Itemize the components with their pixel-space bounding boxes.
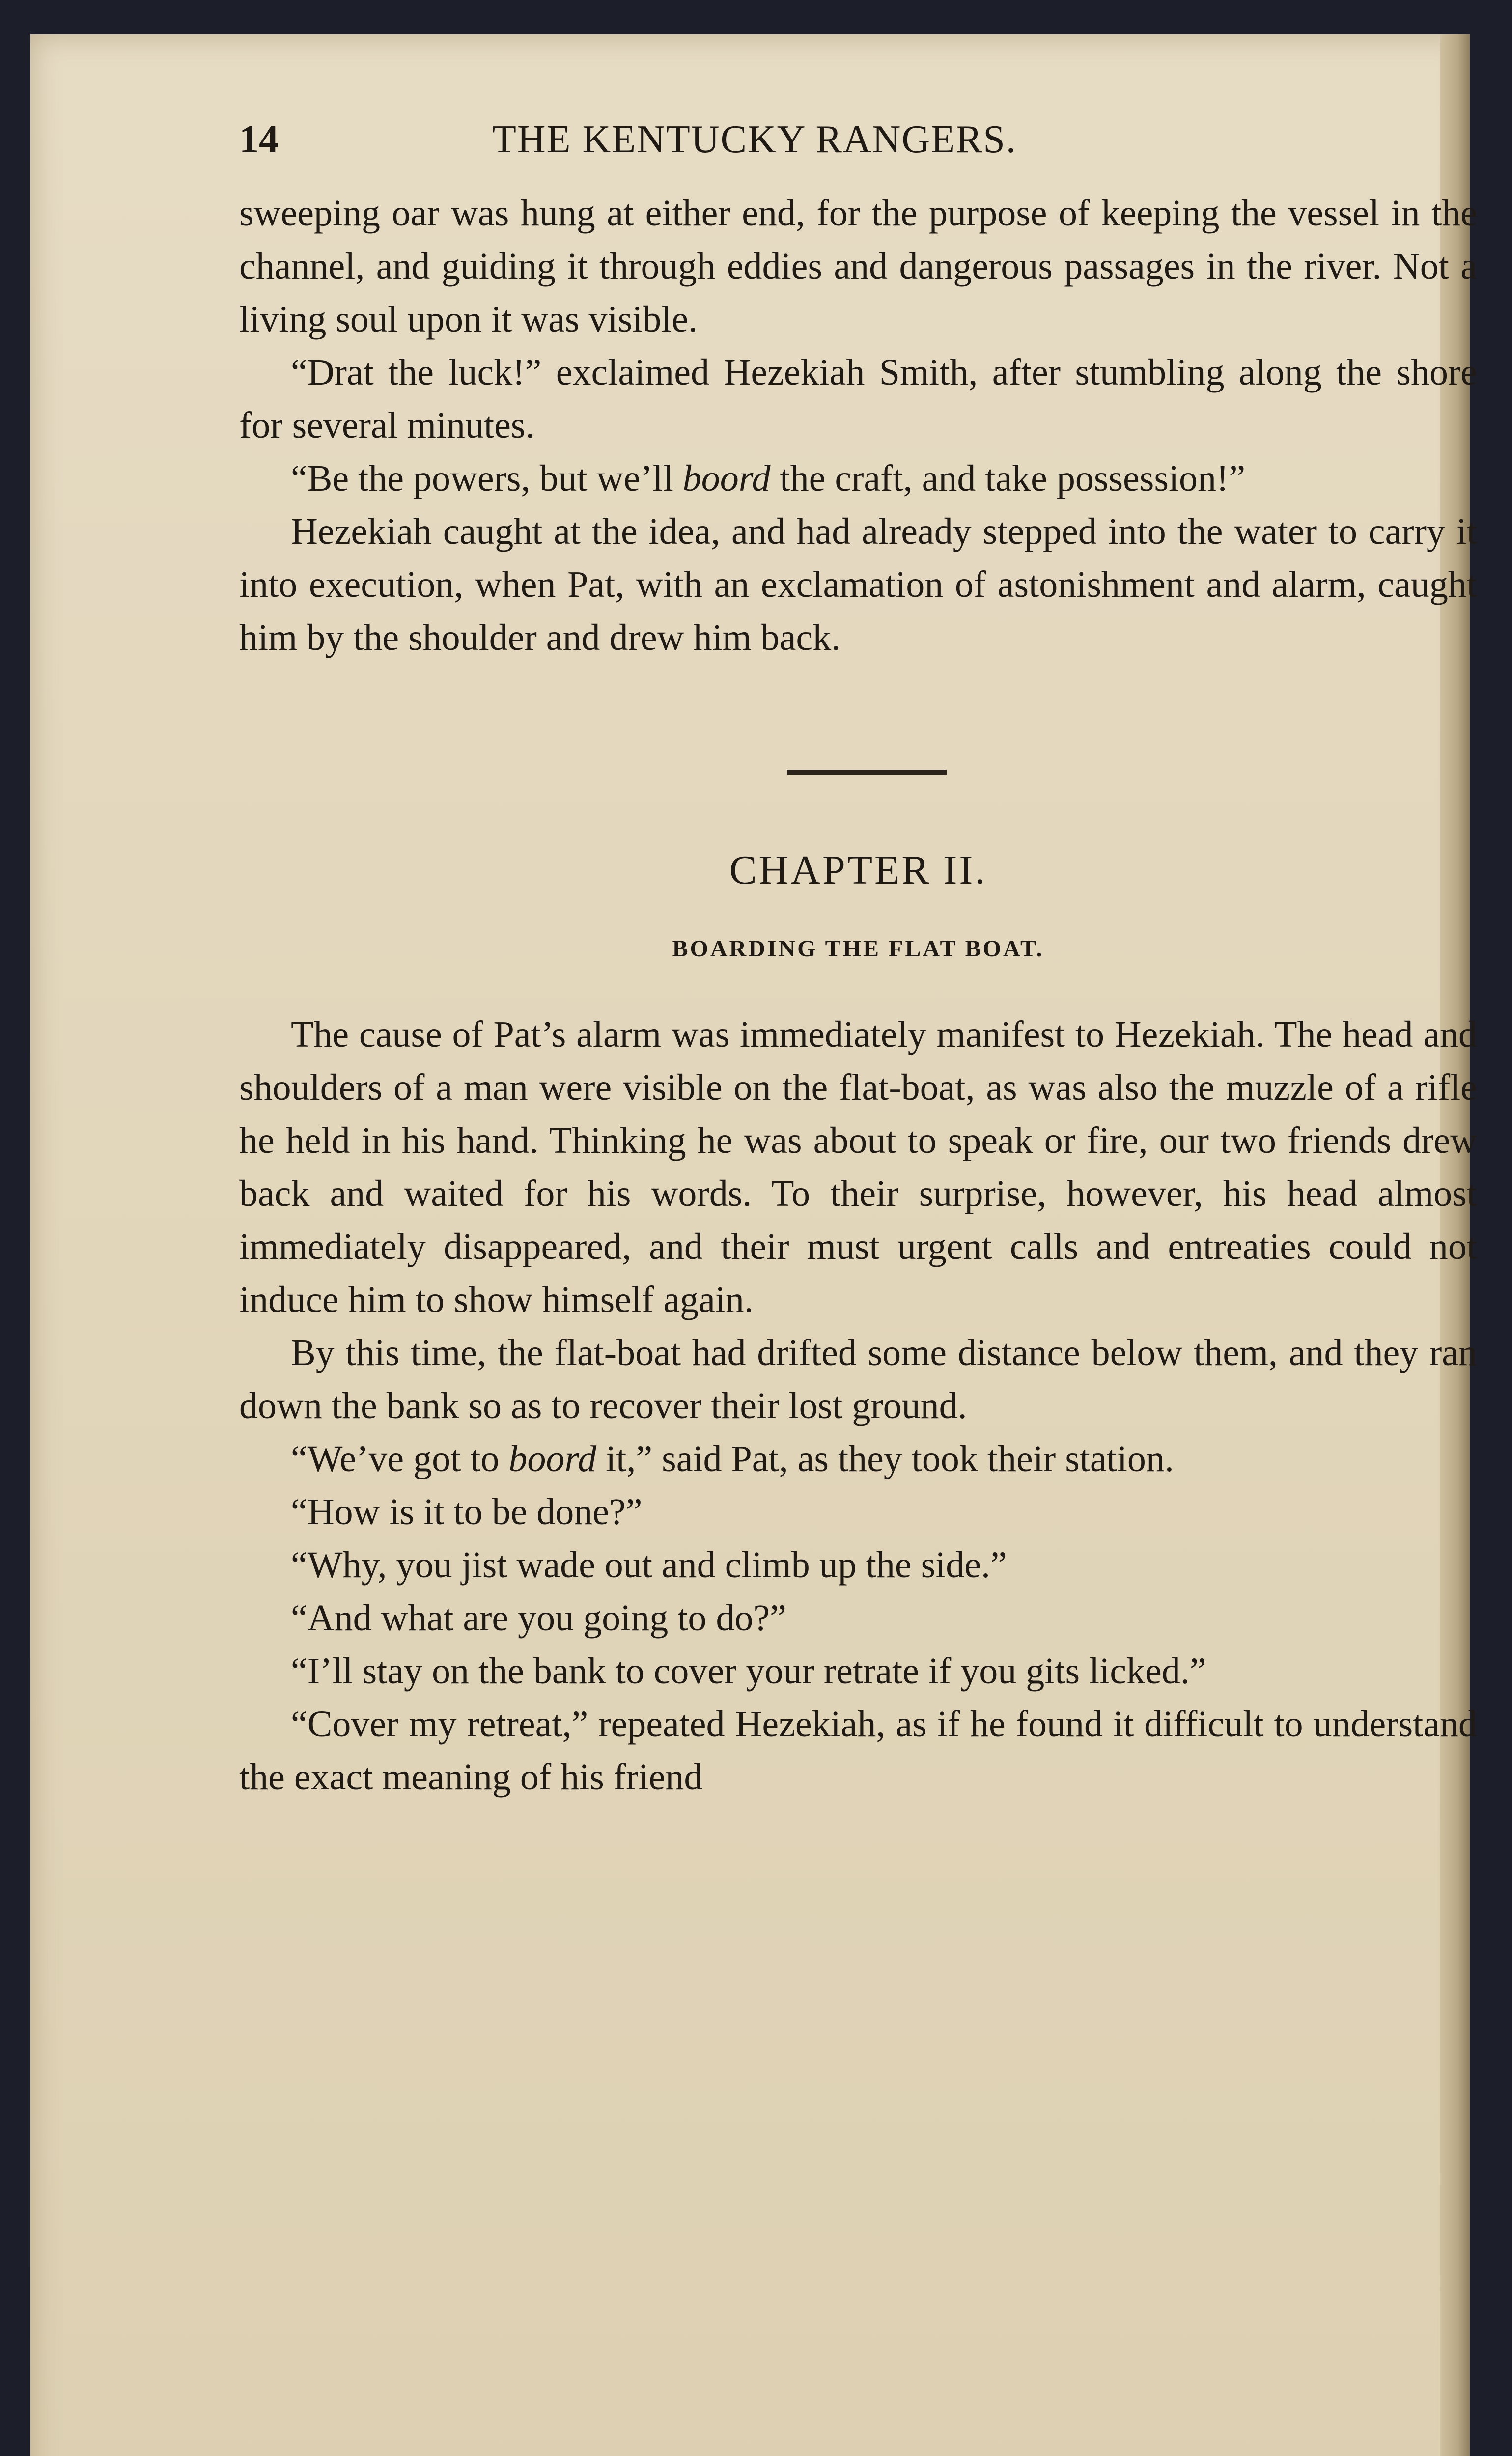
text-run: it,” said Pat, as they took their station. xyxy=(596,1438,1174,1479)
paragraph: “Why, you jist wade out and climb up the side.” xyxy=(291,1544,1007,1586)
divider-rule xyxy=(787,770,947,775)
paragraph: “Drat the luck!” exclaimed Hezekiah Smith, after stumbling along the shore for several minutes. xyxy=(239,352,1477,446)
page-number: 14 xyxy=(239,118,279,161)
italic-word: boord xyxy=(682,458,771,499)
running-title: THE KENTUCKY RANGERS. xyxy=(492,118,1017,161)
paragraph: “I’ll stay on the bank to cover your retrate if you gits licked.” xyxy=(291,1650,1206,1692)
text-run: “We’ve got to xyxy=(291,1438,509,1479)
paragraph: By this time, the flat-boat had drifted some distance below them, and they ran down the bank so as to recover their lost ground. xyxy=(239,1332,1477,1426)
paragraph: “Cover my retreat,” repeated Hezekiah, as if he found it difficult to understand the exact meaning of his friend xyxy=(239,1703,1477,1798)
text-run: “Be the powers, but we’ll xyxy=(291,458,683,499)
italic-word: boord xyxy=(508,1438,597,1479)
paragraph xyxy=(239,452,1477,505)
paragraph xyxy=(239,1432,1477,1485)
paragraph: “And what are you going to do?” xyxy=(291,1597,786,1639)
paragraph: Hezekiah caught at the idea, and had already stepped into the water to carry it into execution, when Pat, with an exclamation of astonishment and alarm, caught him by the shoulder and drew him back. xyxy=(239,511,1477,658)
book-page xyxy=(30,34,1477,2456)
page-header xyxy=(239,113,1477,182)
paragraph: The cause of Pat’s alarm was immediately manifest to Hezekiah. The head and shoulders of a man were visible on the flat-boat, as was also the muzzle of a rifle he held in his hand. Thinking he was about to speak or fire, our two friends drew back and waited for his words. To their surprise, however, his head almost immediately disappeared, and their must urgent calls and entreaties could not induce him to show himself again. xyxy=(239,1014,1477,1320)
chapter-subtitle: BOARDING THE FLAT BOAT. xyxy=(672,936,1044,962)
page-text-block xyxy=(239,113,1477,1804)
paragraph: “How is it to be done?” xyxy=(291,1491,643,1533)
paragraph: sweeping oar was hung at either end, for the purpose of keeping the vessel in the channel, and guiding it through eddies and dangerous passages in the river. Not a living soul upon it was visible. xyxy=(239,193,1477,340)
text-run: the craft, and take possession!” xyxy=(770,458,1246,499)
section-divider xyxy=(239,664,1477,807)
chapter-title: CHAPTER II. xyxy=(729,847,987,893)
